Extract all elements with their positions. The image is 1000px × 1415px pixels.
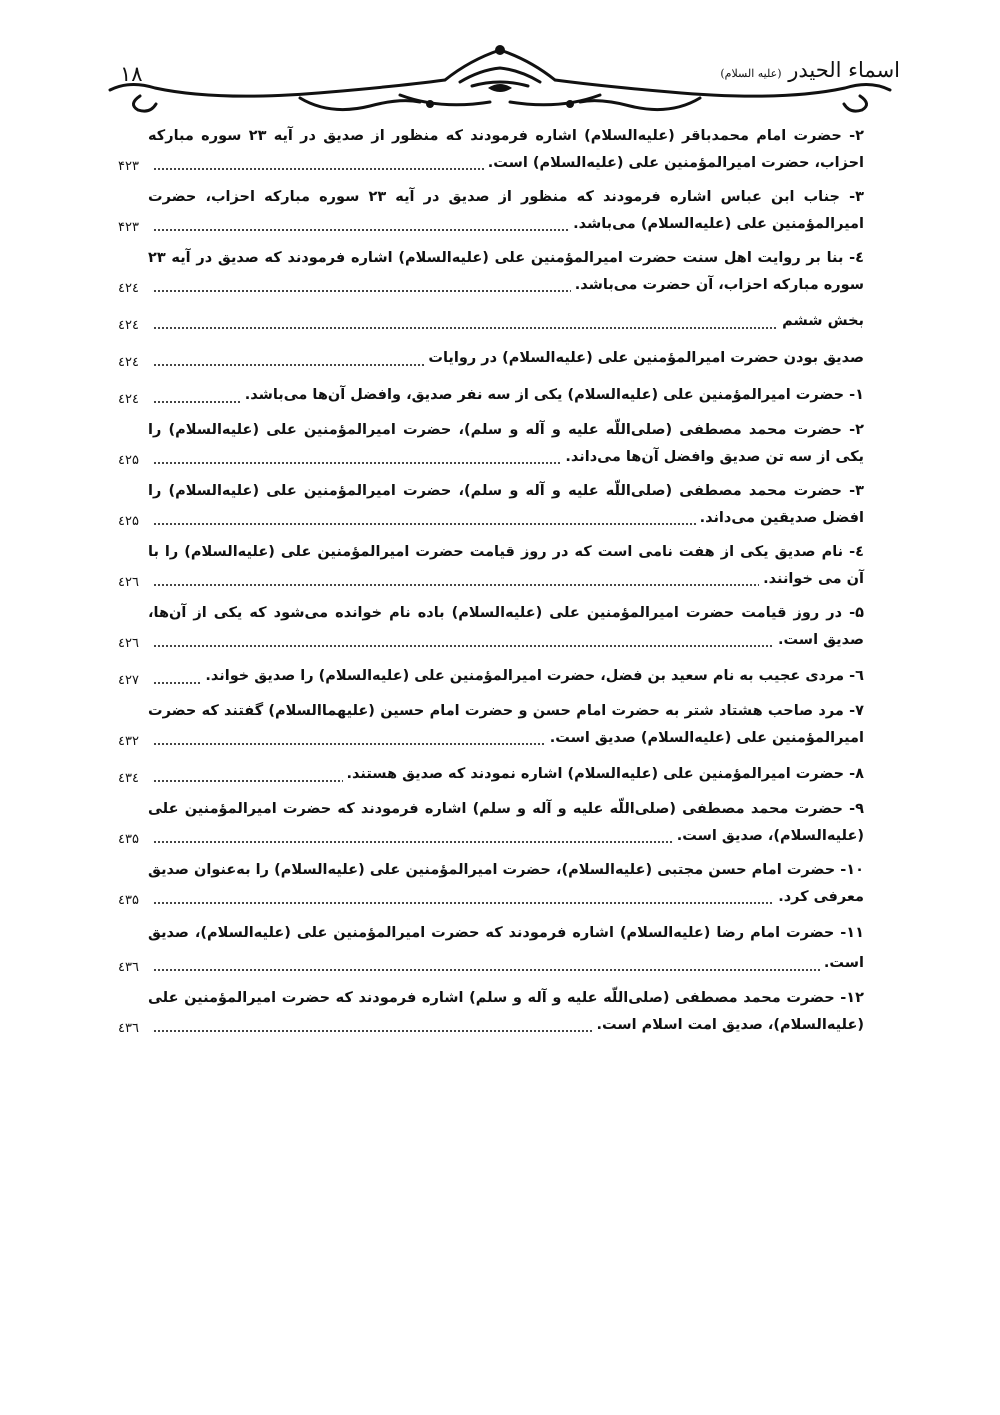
toc-entry-page: ٤۳۵: [118, 832, 139, 847]
toc-entry: [118, 857, 864, 911]
toc-entry-page: ٤۲٤: [118, 281, 139, 296]
toc-entry: [118, 985, 864, 1039]
toc-entry-text: ٤- نام صدیق یکی از هفت نامی است که در روز قیامت حضرت امیرالمؤمنین علی (علیه‌السلام) را با آن می خوانند.: [148, 544, 864, 587]
toc-entry-page: ٤۲۷: [118, 673, 139, 688]
toc-entry: [118, 123, 864, 177]
toc-entry-page: ٤۲٦: [118, 575, 139, 590]
toc-entry-page: ٤۳۵: [118, 893, 139, 908]
toc-entry: [118, 698, 864, 752]
toc-entry-page: ٤۲٤: [118, 355, 139, 370]
toc-entry: [118, 661, 864, 691]
toc-entry-page: ۴۲۳: [118, 159, 139, 174]
toc-entry-text: ۲- حضرت محمد مصطفی (صلی‌اللّه علیه و آله و سلم)، حضرت امیرالمؤمنین علی (علیه‌السلام) را یکی از سه تن صدیق وافضل آن‌ها می‌داند.: [148, 422, 864, 465]
book-title-main: اسماء الحیدر: [788, 58, 900, 82]
toc-entry: [118, 478, 864, 532]
toc-entry-text: ۸- حضرت امیرالمؤمنین علی (علیه‌السلام) اشاره نمودند که صدیق هستند.: [343, 766, 864, 782]
toc-entry-text: ۹- حضرت محمد مصطفی (صلی‌اللّه علیه و آله و سلم) اشاره فرمودند که حضرت امیرالمؤمنین علی (علیه‌السلام)، صدیق است.: [148, 801, 864, 844]
toc-entry: [118, 184, 864, 238]
toc-entry: [118, 245, 864, 299]
toc-entry: [118, 539, 864, 593]
toc-entry-page: ٤۳۲: [118, 734, 139, 749]
toc-entry: [118, 918, 864, 978]
toc-entry-text: ٤- بنا بر روایت اهل سنت حضرت امیرالمؤمنین علی (علیه‌السلام) اشاره فرمودند که صدیق در آیه ۲۳ سوره مبارکه احزاب، آن حضرت می‌باشد.: [148, 250, 864, 293]
page-number: ۱۸: [120, 62, 143, 86]
leader-dots: [154, 327, 864, 329]
page-header: [100, 40, 900, 130]
toc-entry-text: صدیق بودن حضرت امیرالمؤمنین علی (علیه‌السلام) در روایات: [424, 350, 864, 366]
toc-entry: [118, 343, 864, 373]
toc-entry-page: ٤۲٤: [118, 392, 139, 407]
toc-entry-page: ٤۲٤: [118, 318, 139, 333]
leader-dots: [154, 902, 864, 904]
toc-entry-page: ٤۳٤: [118, 771, 139, 786]
toc-entry: [118, 417, 864, 471]
toc-entry: [118, 600, 864, 654]
toc-entry-text: ۳- حضرت محمد مصطفی (صلی‌اللّه علیه و آله و سلم)، حضرت امیرالمؤمنین علی (علیه‌السلام) را افضل صدیقین می‌داند.: [148, 483, 864, 526]
toc-entry-text: ۳- جناب ابن عباس اشاره فرمودند که منظور از صدیق در آیه ۲۳ سوره مبارکه احزاب، حضرت امیرالمؤمنین علی (علیه‌السلام) می‌باشد.: [148, 189, 864, 232]
toc-entry: [118, 796, 864, 850]
leader-dots: [154, 969, 864, 971]
toc-entry-page: ۴۲۳: [118, 220, 139, 235]
table-of-contents: [118, 123, 864, 1046]
toc-entry-text: ۱- حضرت امیرالمؤمنین علی (علیه‌السلام) یکی از سه نفر صدیق، وافضل آن‌ها می‌باشد.: [241, 387, 864, 403]
toc-entry-text: ۱۱- حضرت امام رضا (علیه‌السلام) اشاره فرمودند که حضرت امیرالمؤمنین علی (علیه‌السلام)، صدیق است.: [148, 925, 864, 971]
toc-entry-text: ٦- مردی عجیب به نام سعید بن فضل، حضرت امیرالمؤمنین علی (علیه‌السلام) را صدیق خواند.: [201, 668, 864, 684]
toc-entry-page: ٤۳٦: [118, 960, 139, 975]
toc-entry-text: ۱۲- حضرت محمد مصطفی (صلی‌اللّه علیه و آله و سلم) اشاره فرمودند که حضرت امیرالمؤمنین علی (علیه‌السلام)، صدیق امت اسلام است.: [148, 990, 864, 1033]
toc-entry-text: ۵- در روز قیامت حضرت امیرالمؤمنین علی (علیه‌السلام) باده نام خوانده می‌شود که یکی از آن‌ها، صدیق است.: [148, 605, 864, 648]
toc-section-heading: [118, 306, 864, 336]
toc-entry: [118, 759, 864, 789]
toc-entry-page: ٤۲٦: [118, 636, 139, 651]
toc-entry-text: ۷- مرد صاحب هشتاد شتر به حضرت امام حسن و حضرت امام حسین (علیهماالسلام) گفتند که حضرت امیرالمؤمنین علی (علیه‌السلام) صدیق است.: [148, 703, 864, 746]
toc-entry-page: ٤۲۵: [118, 453, 139, 468]
toc-entry-text: ۱۰- حضرت امام حسن مجتبی (علیه‌السلام)، حضرت امیرالمؤمنین علی (علیه‌السلام) را به‌عنوان صدیق معرفی کرد.: [148, 862, 864, 905]
header-ornament: [100, 40, 900, 130]
book-title: [720, 58, 900, 82]
toc-entry-text: بخش ششم: [778, 313, 864, 329]
toc-entry-page: ٤۲۵: [118, 514, 139, 529]
toc-entry-text: ۲- حضرت امام محمدباقر (علیه‌السلام) اشاره فرمودند که منظور از صدیق در آیه ۲۳ سوره مبارکه احزاب، حضرت امیرالمؤمنین علی (علیه‌السلام) است.: [148, 128, 864, 171]
leader-dots: [154, 645, 864, 647]
leader-dots: [154, 584, 864, 586]
toc-entry: [118, 380, 864, 410]
book-title-honorific: (علیه السلام): [720, 67, 782, 80]
toc-entry-page: ٤۳٦: [118, 1021, 139, 1036]
